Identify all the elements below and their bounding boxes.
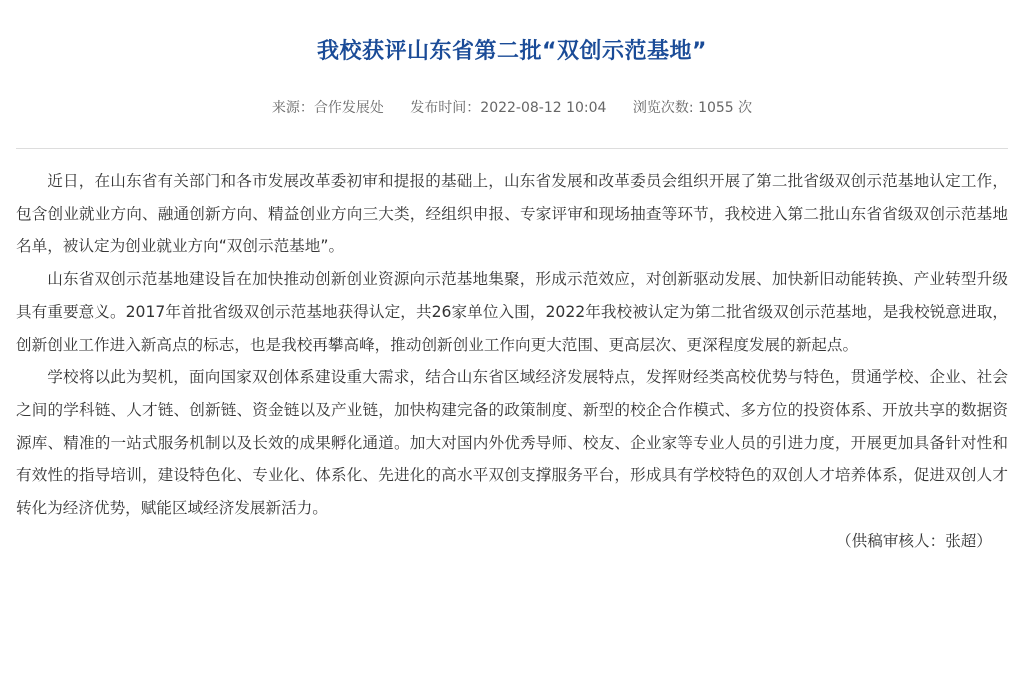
article-publish-time: 发布时间：2022-08-12 10:04 — [410, 100, 607, 116]
article-paragraph-3: 学校将以此为契机，面向国家双创体系建设重大需求，结合山东省区域经济发展特点，发挥财经类高校优势与特色，贯通学校、企业、社会之间的学科链、人才链、创新链、资金链以及产业链，加快构建完备的政策制度、新型的校企合作模式、多方位的投资体系、开放共享的数据资源库、精准的一站式服务机制以及长效的成果孵化通道。加大对国内外优秀导师、校友、企业家等专业人员的引进力度，开展更加具备针对性和有效性的指导培训，建设特色化、专业化、体系化、先进化的高水平双创支撑服务平台，形成具有学校特色的双创人才培养体系，促进双创人才转化为经济优势，赋能区域经济发展新活力。 — [16, 368, 1008, 518]
article-meta — [16, 98, 1008, 118]
article-paragraph-2: 山东省双创示范基地建设旨在加快推动创新创业资源向示范基地集聚，形成示范效应，对创新驱动发展、加快新旧动能转换、产业转型升级具有重要意义。2017年首批省级双创示范基地获得认定，共26家单位入围，2022年我校被认定为第二批省级双创示范基地，是我校锐意进取，创新创业工作进入新高点的标志，也是我校再攀高峰，推动创新创业工作向更大范围、更高层次、更深程度发展的新起点。 — [16, 270, 1008, 354]
title-divider — [16, 148, 1008, 149]
article-paragraph-1: 近日，在山东省有关部门和各市发展改革委初审和提报的基础上，山东省发展和改革委员会组织开展了第二批省级双创示范基地认定工作，包含创业就业方向、融通创新方向、精益创业方向三大类，经组织申报、专家评审和现场抽查等环节，我校进入第二批山东省省级双创示范基地名单，被认定为创业就业方向“双创示范基地”。 — [16, 172, 1008, 256]
article-source: 来源：合作发展处 — [271, 100, 384, 116]
article-signoff: （供稿审核人：张超） — [836, 531, 992, 550]
article-body — [16, 165, 1008, 525]
article-view-count: 浏览次数: 1055 次 — [632, 100, 753, 116]
article-title: 我校获评山东省第二批“双创示范基地” — [317, 39, 707, 64]
